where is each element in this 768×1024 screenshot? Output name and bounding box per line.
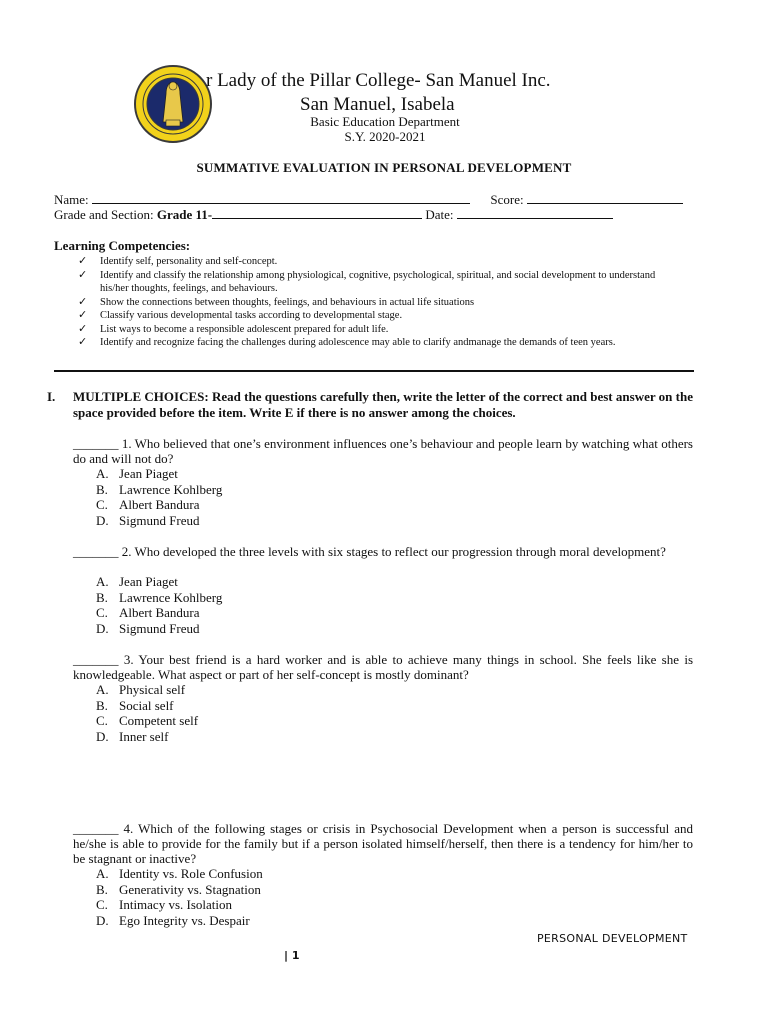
choice-item: B. Social self [96, 697, 174, 713]
date-label: Date: [425, 207, 454, 222]
list-item: ✓ Identify self, personality and self-concept. [78, 255, 278, 267]
question-3-choices [96, 682, 198, 744]
question-1-choices [96, 466, 222, 528]
question-2-choices [96, 574, 222, 636]
grade-label: Grade and Section: [54, 207, 154, 222]
question-4: _______ 4. Which of the following stages or crisis in Psychosocial Development when a person is successful and he/she is able to provide for the family but if a person isolated himself/herself, then there is a tendency for him/her to be stagnant or inactive? [73, 821, 693, 866]
score-line[interactable] [527, 192, 683, 204]
choice-item: B. Lawrence Kohlberg [96, 481, 223, 497]
checkmark-icon: ✓ [78, 336, 88, 348]
checkmark-icon: ✓ [78, 322, 88, 335]
school-year: S.Y. 2020-2021 [344, 129, 426, 144]
choice-item: B. Lawrence Kohlberg [96, 589, 223, 605]
choice-item: A. Identity vs. Role Confusion [96, 866, 263, 881]
choice-item: A. Jean Piaget [96, 574, 178, 589]
choice-item: B. Generativity vs. Stagnation [96, 881, 261, 897]
name-label: Name: [54, 192, 89, 207]
choice-item: D. Sigmund Freud [96, 512, 200, 528]
choice-item: A. Jean Piaget [96, 466, 178, 481]
choice-item: C. Albert Bandura [96, 497, 200, 512]
grade-value: Grade 11- [156, 207, 213, 222]
checkmark-icon: ✓ [78, 295, 88, 308]
list-item: ✓ Show the connections between thoughts, feelings, and behaviours in actual life situations [78, 295, 475, 308]
checkmark-icon: ✓ [78, 255, 88, 267]
school-location: San Manuel, Isabela [300, 94, 455, 115]
name-line[interactable] [92, 192, 470, 204]
department-block [270, 114, 500, 144]
question-4-choices [96, 866, 263, 928]
section-number: I. [47, 389, 56, 404]
choice-item: D. Sigmund Freud [96, 620, 200, 636]
choice-item: D. Ego Integrity vs. Despair [96, 912, 250, 928]
department-name: Basic Education Department [310, 114, 460, 129]
page-number: | 1 [284, 949, 300, 962]
school-name: r Lady of the Pillar College- San Manuel Inc. [206, 70, 551, 91]
grade-date-row [54, 207, 613, 223]
competencies-list [78, 255, 683, 350]
section-instructions: MULTIPLE CHOICES: Read the questions carefully then, write the letter of the correct and best answer on the space provided before the item. Write E if there is no answer among the choices. [73, 389, 693, 420]
evaluation-title: SUMMATIVE EVALUATION IN PERSONAL DEVELOPMENT [196, 160, 572, 175]
checkmark-icon: ✓ [78, 268, 88, 281]
competencies-title: Learning Competencies: [54, 238, 191, 253]
choice-item: D. Inner self [96, 728, 169, 744]
school-seal-icon [133, 64, 213, 144]
choice-item: C. Albert Bandura [96, 605, 200, 620]
name-score-row [54, 192, 683, 208]
list-item: ✓ List ways to become a responsible adolescent prepared for adult life. [78, 322, 389, 335]
choice-item: C. Intimacy vs. Isolation [96, 897, 233, 912]
question-3: _______ 3. Your best friend is a hard worker and is able to achieve many things in school. She feels like she is knowledgeable. What aspect or part of her self-concept is mostly dominant? [73, 652, 693, 682]
question-1: _______ 1. Who believed that one’s environment influences one’s behaviour and people learn by watching what others do and will not do? [73, 436, 693, 466]
date-line[interactable] [457, 207, 613, 219]
list-item: ✓ Identify and recognize facing the challenges during adolescence may able to clarify andmanage the demands of teen years. [78, 336, 616, 348]
question-2: _______ 2. Who developed the three levels with six stages to reflect our progression through moral development? [73, 544, 666, 559]
section-line[interactable] [212, 207, 422, 219]
section-divider [54, 370, 694, 372]
footer-subject: PERSONAL DEVELOPMENT [537, 932, 688, 945]
choice-item: C. Competent self [96, 713, 199, 728]
score-label: Score: [490, 192, 524, 207]
list-item: ✓ Classify various developmental tasks according to developmental stage. [78, 309, 403, 321]
checkmark-icon: ✓ [78, 309, 88, 321]
choice-item: A. Physical self [96, 682, 186, 697]
list-item: ✓ Identify and classify the relationship among physiological, cognitive, psychological, spiritual, and social development to understand his/her thoughts, feelings, and behaviours. [78, 268, 656, 294]
